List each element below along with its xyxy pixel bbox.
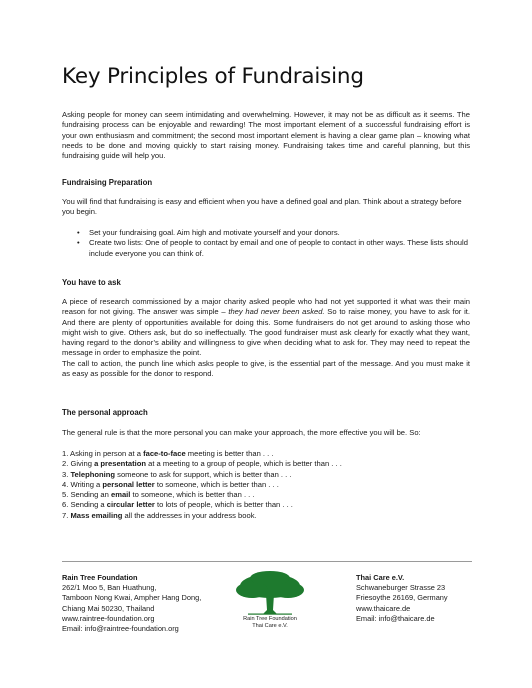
ask-text-part: A piece of research commissioned by a major charity asked people who had not yet supported it what was their main reason for not giving. The answer was simple – (62, 297, 470, 317)
list-item (62, 228, 470, 238)
logo-caption-line2: Thai Care e.V. (252, 623, 288, 629)
bullet-icon: • (77, 238, 80, 248)
preparation-paragraph (62, 197, 470, 218)
step-text: someone to ask for support, which is better than . . . (115, 469, 292, 479)
step-emphasis: Telephoning (70, 469, 116, 479)
personal-steps-list (62, 449, 482, 521)
section-heading-personal: The personal approach (62, 408, 148, 417)
page-title: Key Principles of Fundraising (62, 64, 364, 89)
footer-left-address (62, 573, 201, 634)
logo-caption-line1: Rain Tree Foundation (243, 616, 297, 622)
step-text: 4. Writing a (62, 479, 103, 489)
step-text: 1. Asking in person at a (62, 449, 144, 458)
list-item (62, 449, 482, 459)
footer-email-link[interactable]: Email: info@thaicare.de (356, 613, 435, 623)
footer-address-line: Schwaneburger Strasse 23 (356, 583, 446, 593)
list-item (62, 459, 482, 469)
intro-text: Asking people for money can seem intimidating and overwhelming. However, it may not be as difficult as it seems. The fundraising process can be enjoyable and rewarding! The most important element of a successful fundraising effort is your own enthusiasm and commitment; the second most important element is having a clear game plan – knowing what needs to be done and moving quickly to start raising money. Fundraising takes time and careful planning, but this fundraising guide will help you. (62, 110, 470, 161)
list-item (62, 500, 482, 510)
list-item (62, 490, 482, 500)
step-text: 2. Giving (62, 459, 95, 469)
ask-paragraph (62, 297, 470, 379)
step-text: to someone, which is better than . . . (130, 490, 255, 500)
footer-address-line: 262/1 Moo 5, Ban Huathung, (62, 583, 157, 593)
ask-text-emphasis: they had never been asked. (228, 307, 325, 317)
bullet-icon: • (77, 228, 80, 237)
list-item (62, 480, 482, 490)
ask-text-call-to-action: The call to action, the punch line which asks people to give, is the essential part of the message. And you must make it as easy as possible for the donor to respond. (62, 358, 470, 379)
footer-website-link[interactable]: www.thaicare.de (356, 603, 411, 613)
step-emphasis: personal letter (102, 479, 155, 489)
intro-paragraph (62, 110, 470, 161)
tree-canopy (236, 571, 304, 598)
list-item (62, 470, 482, 480)
step-emphasis: a presentation (94, 459, 146, 469)
step-text: all the addresses in your address book. (122, 510, 257, 520)
footer-divider (62, 561, 472, 562)
preparation-bullet-list (62, 228, 470, 259)
footer-address-line: Friesoythe 26169, Germany (356, 593, 448, 603)
footer-org-name: Rain Tree Foundation (62, 573, 138, 582)
bullet-text: Create two lists: One of people to contact by email and one of people to contact in other ways. These lists should include everyone you can think of. (89, 238, 468, 258)
list-item (62, 511, 482, 521)
footer-address-line: Chiang Mai 50230, Thailand (62, 603, 155, 613)
step-text: to someone, which is better than . . . (154, 479, 279, 489)
section-heading-preparation: Fundraising Preparation (62, 178, 153, 187)
step-text: 6. Sending a (62, 500, 107, 510)
step-text: meeting is better than . . . (185, 449, 274, 458)
personal-text: The general rule is that the more personal you can make your approach, the more effective you will be. So: (62, 428, 421, 437)
bullet-text: Set your fundraising goal. Aim high and motivate yourself and your donors. (89, 228, 340, 237)
section-heading-ask: You have to ask (62, 278, 121, 287)
step-text: 5. Sending an (62, 490, 111, 500)
ask-text-part: So to raise money, you have to ask for it. And there are plenty of opportunities available for doing this. Some fundraisers do not get around to asking those who might wish to give. Others ask, but do so ineffectually. The good fundraiser must ask clearly for exactly what they want, having regard to the donor’s ability and willingness to give when deciding what to ask for. They may need to repeat the message in order to emphasize the point. (62, 307, 470, 358)
step-text: to lots of people, which is better than . . . (154, 500, 293, 510)
step-emphasis: face-to-face (143, 449, 186, 458)
step-emphasis: email (110, 490, 131, 500)
personal-paragraph (62, 428, 476, 438)
step-text: 3. (62, 469, 71, 479)
footer-org-name: Thai Care e.V. (356, 573, 405, 582)
footer-right-address (356, 573, 448, 624)
step-emphasis: circular letter (106, 500, 155, 510)
preparation-text: You will find that fundraising is easy and efficient when you have a defined goal and plan. Think about a strategy before you begin. (62, 197, 462, 217)
footer-website-link[interactable]: www.raintree-foundation.org (62, 613, 155, 623)
footer-email-link[interactable]: Email: info@raintree-foundation.org (62, 624, 179, 634)
list-item (62, 238, 470, 259)
footer-address-line: Tamboon Nong Kwai, Ampher Hang Dong, (62, 593, 202, 603)
step-text: at a meeting to a group of people, which is better than . . . (145, 459, 342, 469)
ask-text (62, 297, 470, 359)
step-text: 7. (62, 510, 71, 520)
step-emphasis: Mass emailing (70, 510, 123, 520)
